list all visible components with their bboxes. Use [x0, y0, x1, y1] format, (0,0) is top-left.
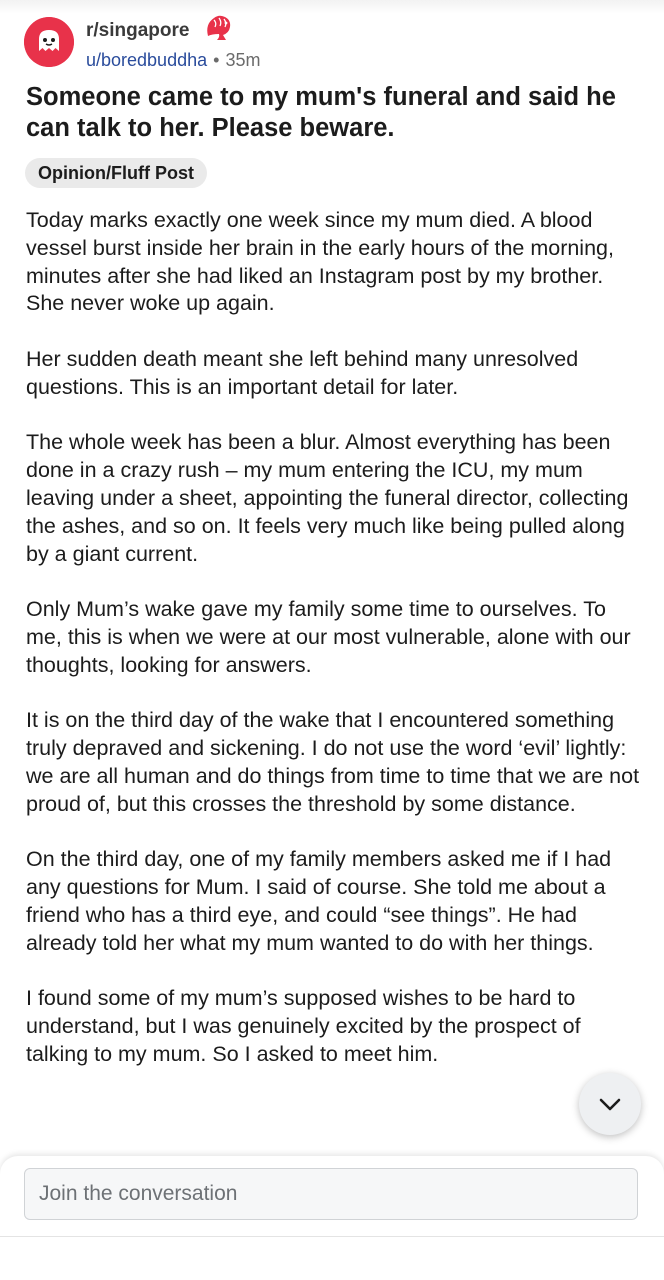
- author-link[interactable]: u/boredbuddha: [86, 50, 208, 70]
- body-paragraph: Her sudden death meant she left behind many unresolved questions. This is an important detail for later.: [26, 346, 579, 399]
- subreddit-name[interactable]: r/singapore: [86, 20, 190, 41]
- composer-divider: [0, 1236, 664, 1237]
- post-title: Someone came to my mum's funeral and said he can talk to her. Please beware.: [26, 83, 616, 142]
- post-body: [26, 207, 642, 1097]
- body-paragraph: Today marks exactly one week since my mum died. A blood vessel burst inside her brain in the early hours of the morning, minutes after she had liked an Instagram post by my brother. She never woke up again.: [26, 208, 614, 316]
- body-paragraph: It is on the third day of the wake that I encountered something truly depraved and sickening. I do not use the word ‘evil’ lightly: we are all human and do things from time to time that we are not proud of, but this crosses the threshold by some distance.: [26, 708, 640, 816]
- body-paragraph: On the third day, one of my family members asked me if I had any questions for Mum. I said of course. She told me about a friend who has a third eye, and could “see things”. He had already told her what my mum wanted to do with her things.: [26, 847, 612, 955]
- subreddit-avatar-icon[interactable]: [24, 17, 74, 67]
- post-header: [24, 14, 640, 70]
- top-fade: [0, 0, 664, 14]
- chevron-down-icon: [596, 1090, 624, 1118]
- merlion-icon: [202, 10, 236, 44]
- post-flair[interactable]: Opinion/Fluff Post: [25, 158, 207, 188]
- body-paragraph: The whole week has been a blur. Almost everything has been done in a crazy rush – my mum entering the ICU, my mum leaving under a sheet, appointing the funeral director, collecting the ashes, and so on. It feels very much like being pulled along by a giant current.: [26, 430, 629, 566]
- scroll-down-button[interactable]: [579, 1073, 641, 1135]
- comment-input[interactable]: [24, 1168, 638, 1220]
- body-paragraph: Only Mum’s wake gave my family some time to ourselves. To me, this is when we were at our most vulnerable, alone with our thoughts, looking for answers.: [26, 597, 631, 677]
- meta-separator: •: [213, 50, 220, 70]
- post-age: 35m: [225, 50, 261, 70]
- post-meta: [86, 50, 260, 71]
- snoo-ghost-icon: [24, 17, 74, 67]
- comment-composer: [0, 1156, 664, 1280]
- body-paragraph: I found some of my mum’s supposed wishes to be hard to understand, but I was genuinely excited by the prospect of talking to my mum. So I asked to meet him.: [26, 986, 581, 1066]
